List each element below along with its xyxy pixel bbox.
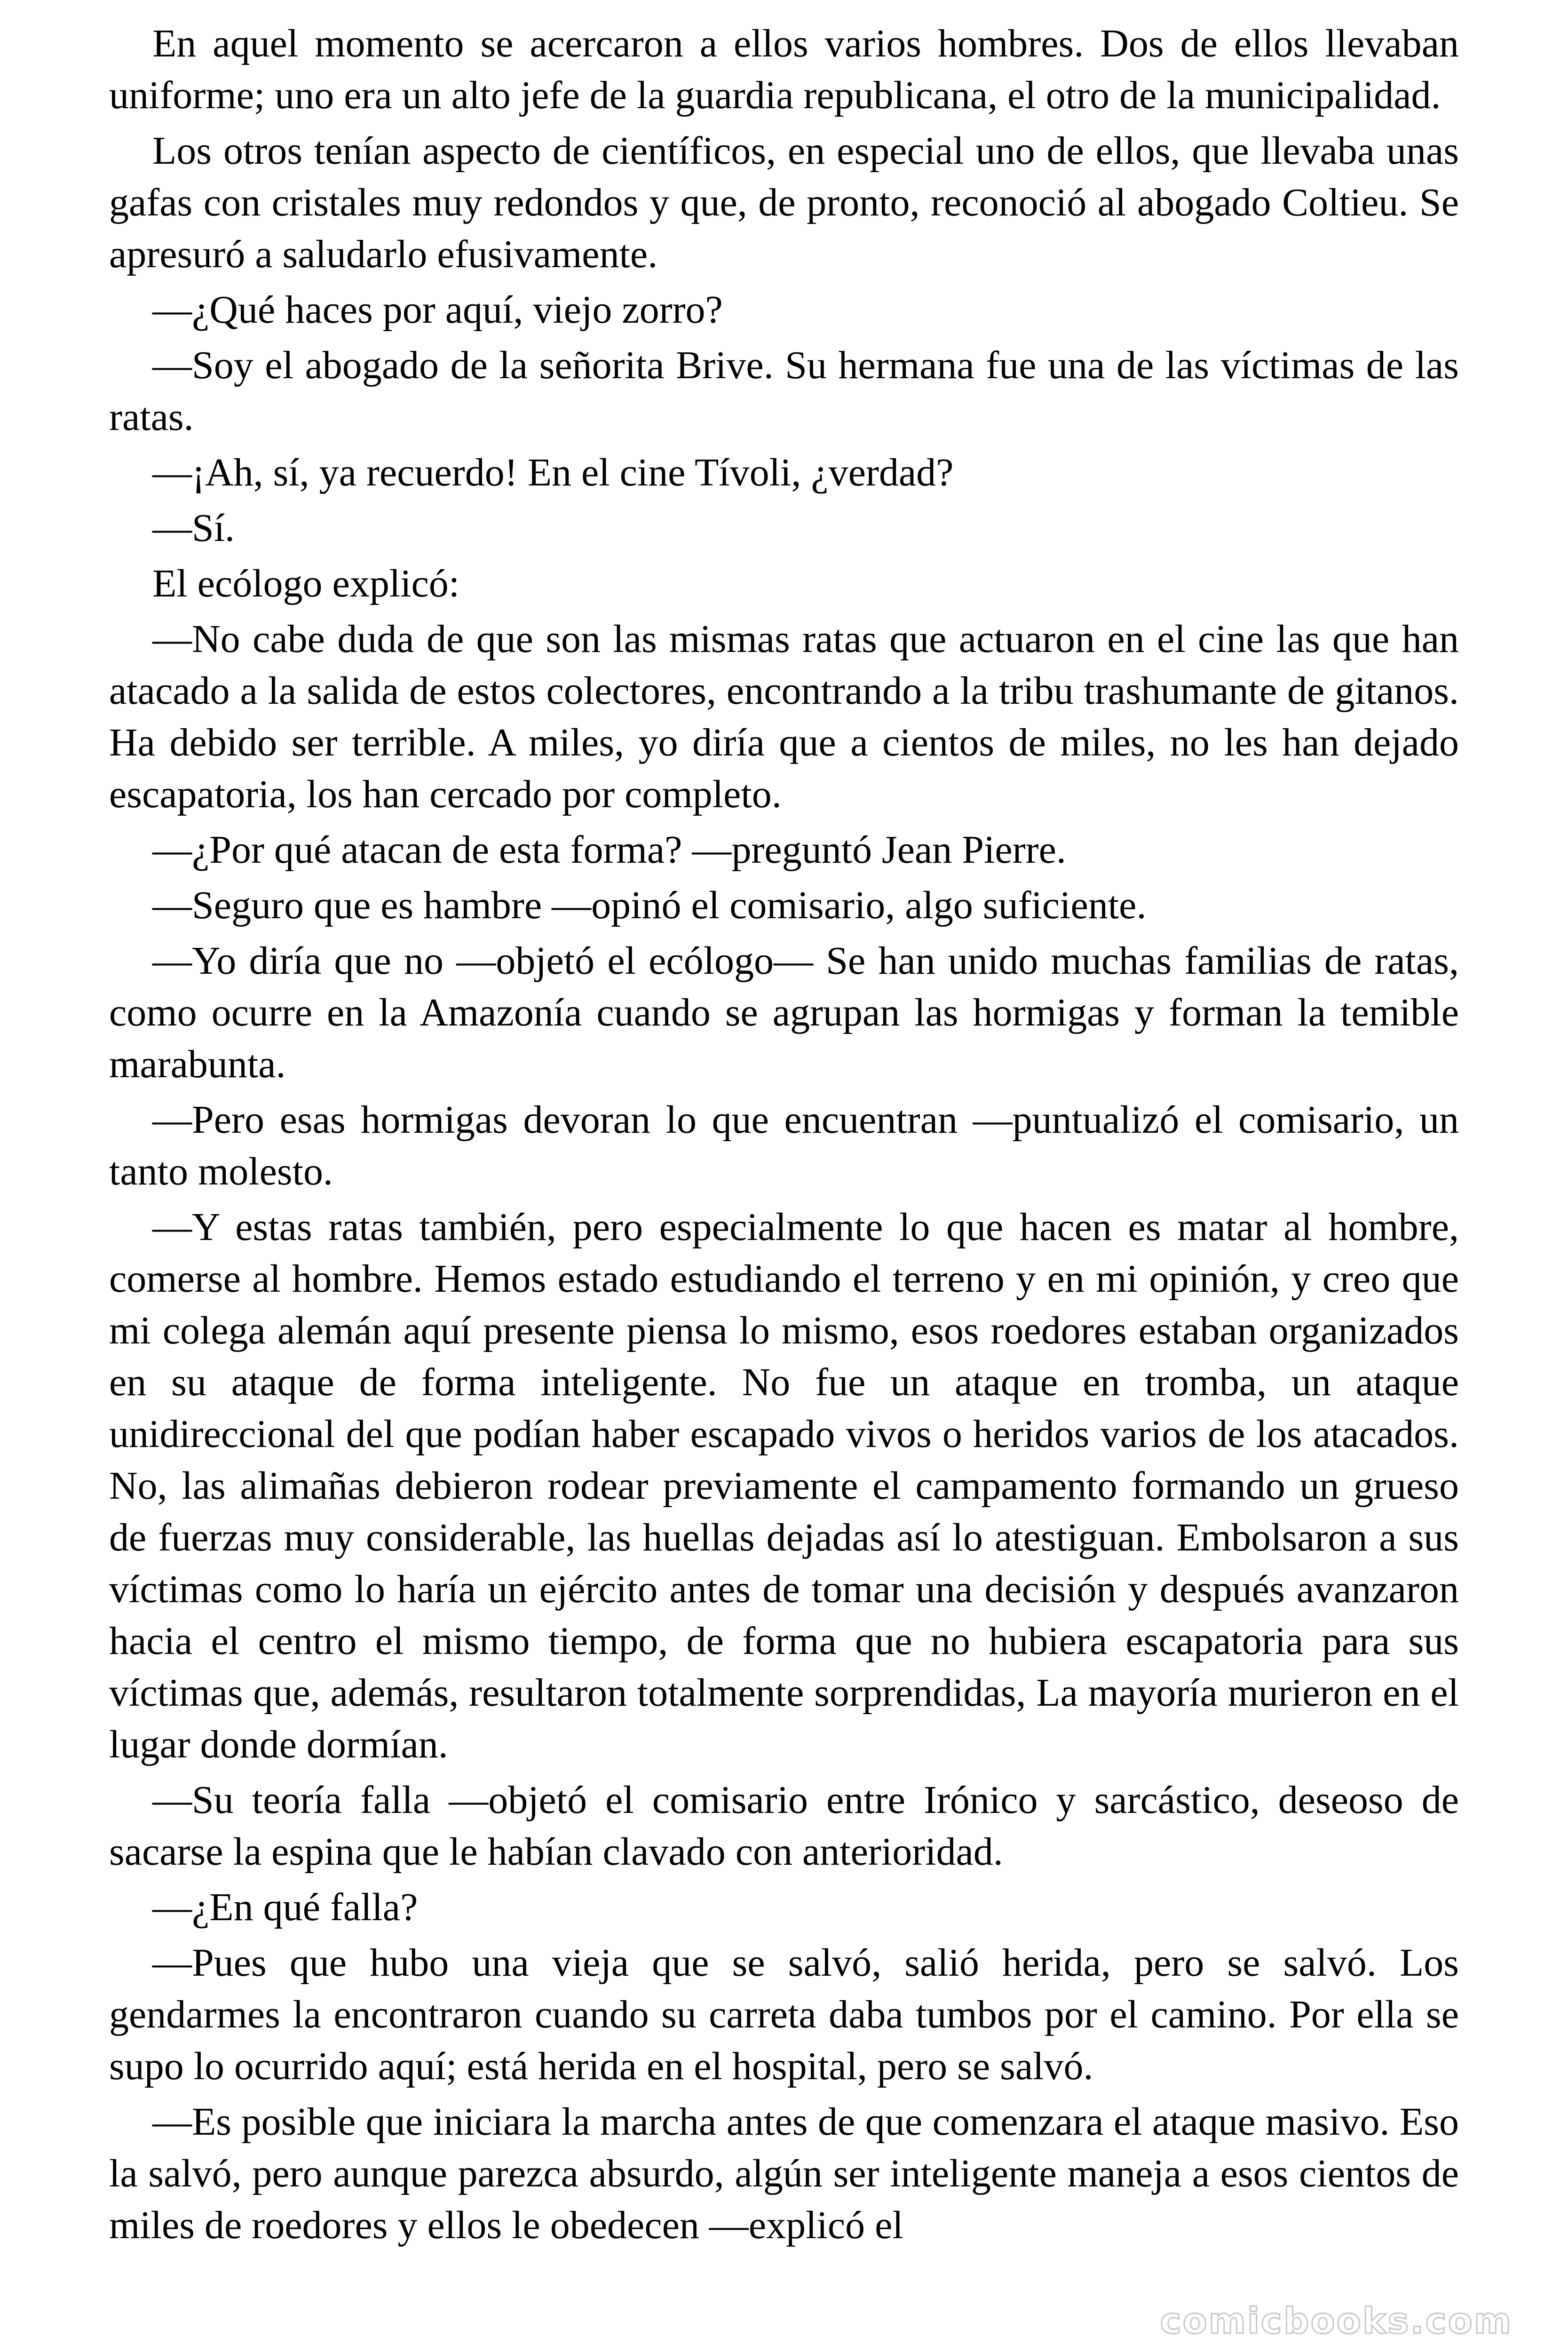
paragraph: Los otros tenían aspecto de científicos, en especial uno de ellos, que llevaba unas gafas con cristales muy redondos y que, de pronto, reconoció al abogado Coltieu. Se apresuró a saludarlo efusivamente. — [109, 129, 1459, 276]
paragraph: —Seguro que es hambre —opinó el comisario, algo suficiente. — [152, 883, 1147, 927]
page-text — [109, 18, 1459, 2255]
watermark: comicbooks.com — [1160, 2300, 1513, 2342]
paragraph: —¿Qué haces por aquí, viejo zorro? — [152, 288, 723, 332]
paragraph: El ecólogo explicó: — [152, 562, 460, 605]
paragraph: —Y estas ratas también, pero especialmente lo que hacen es matar al hombre, comerse al hombre. Hemos estado estudiando el terreno y en mi opinión, y creo que mi colega alemán aquí presente piensa lo mismo, esos roedores estaban organizados en su ataque de forma inteligente. No fue un ataque en tromba, un ataque unidireccional del que podían haber escapado vivos o heridos varios de los atacados. No, las alimañas debieron rodear previamente el campamento formando un grueso de fuerzas muy considerable, las huellas dejadas así lo atestiguan. Embolsaron a sus víctimas como lo haría un ejército antes de tomar una decisión y después avanzaron hacia el centro el mismo tiempo, de forma que no hubiera escapatoria para sus víctimas que, además, resultaron totalmente sorprendidas, La mayoría murieron en el lugar donde dormían. — [109, 1205, 1459, 1766]
paragraph: —Yo diría que no —objetó el ecólogo— Se han unido muchas familias de ratas, como ocurre en la Amazonía cuando se agrupan las hormigas y forman la temible marabunta. — [109, 939, 1459, 1086]
paragraph: —¿Por qué atacan de esta forma? —preguntó Jean Pierre. — [152, 828, 1066, 872]
paragraph: En aquel momento se acercaron a ellos varios hombres. Dos de ellos llevaban uniforme; uno era un alto jefe de la guardia republicana, el otro de la municipalidad. — [109, 22, 1459, 117]
paragraph: —¿En qué falla? — [152, 1885, 418, 1929]
paragraph: —¡Ah, sí, ya recuerdo! En el cine Tívoli, ¿verdad? — [152, 451, 954, 494]
paragraph: —Sí. — [152, 506, 235, 550]
paragraph: —Su teoría falla —objetó el comisario entre Irónico y sarcástico, deseoso de sacarse la espina que le habían clavado con anterioridad. — [109, 1778, 1459, 1874]
paragraph: —Pero esas hormigas devoran lo que encuentran —puntualizó el comisario, un tanto molesto. — [109, 1098, 1459, 1193]
paragraph: —No cabe duda de que son las mismas ratas que actuaron en el cine las que han atacado a la salida de estos colectores, encontrando a la tribu trashumante de gitanos. Ha debido ser terrible. A miles, yo diría que a cientos de miles, no les han dejado escapatoria, los han cercado por completo. — [109, 617, 1459, 816]
paragraph: —Es posible que iniciara la marcha antes de que comenzara el ataque masivo. Eso la salvó, pero aunque parezca absurdo, algún ser inteligente maneja a esos cientos de miles de roedores y ellos le obedecen —explicó el — [109, 2100, 1459, 2247]
paragraph: —Soy el abogado de la señorita Brive. Su hermana fue una de las víctimas de las ratas. — [109, 343, 1459, 439]
paragraph: —Pues que hubo una vieja que se salvó, salió herida, pero se salvó. Los gendarmes la encontraron cuando su carreta daba tumbos por el camino. Por ella se supo lo ocurrido aquí; está herida en el hospital, pero se salvó. — [109, 1941, 1459, 2088]
